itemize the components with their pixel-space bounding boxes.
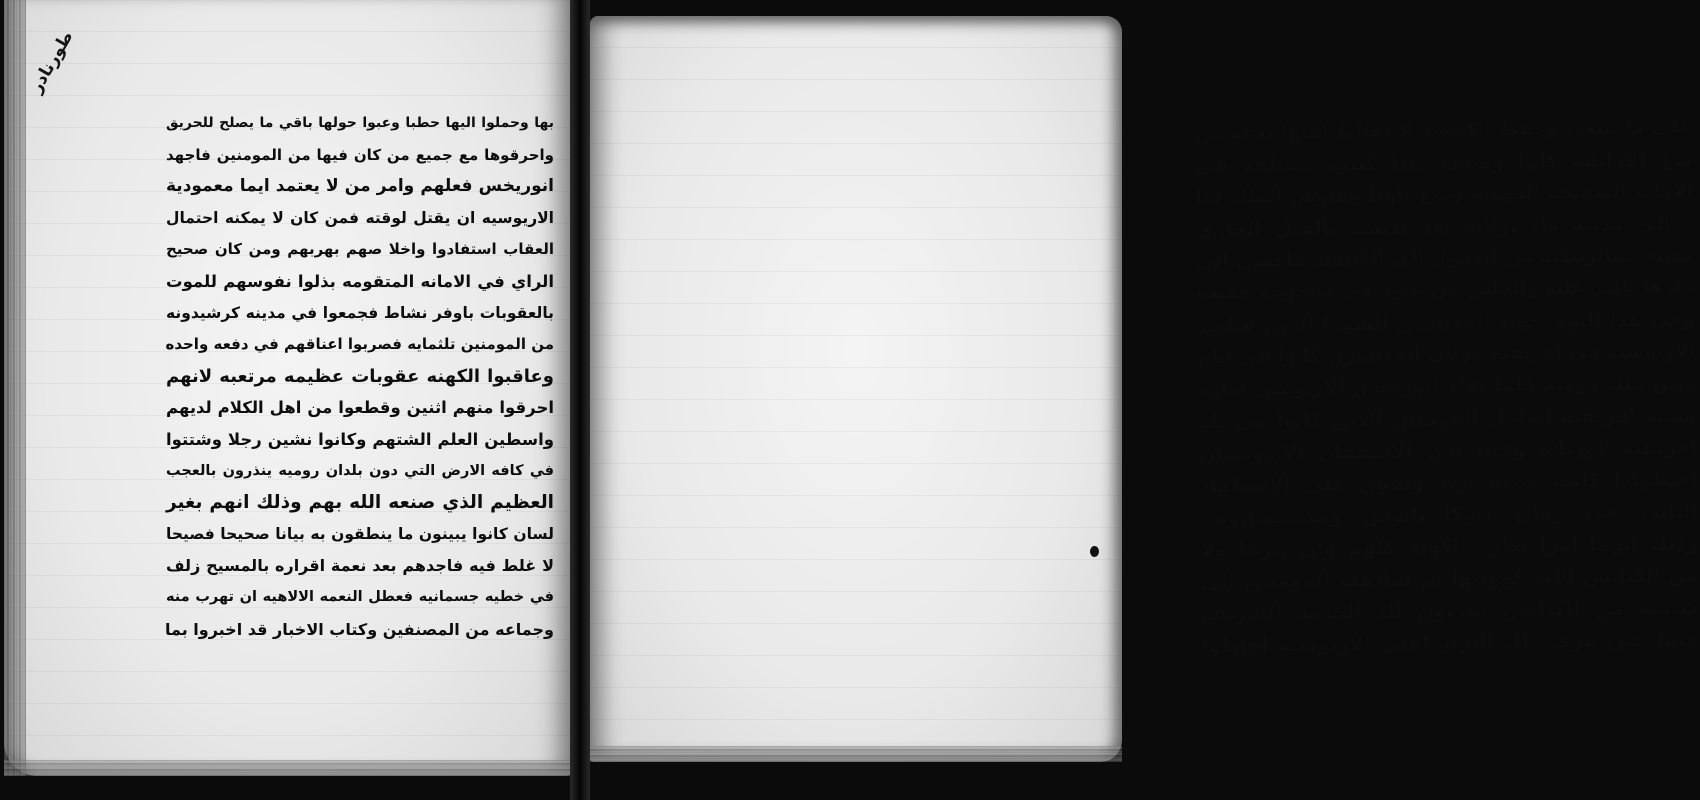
text-line: افريقيه كوزيلاه وقليا نذي الاسقفان الاريوسيان bbox=[1198, 434, 1697, 466]
text-line: الراي في الامانه المتقومه بذلوا نفوسهم للموت bbox=[166, 271, 554, 291]
text-line: العقاب استفادوا واخلا صهم بهربهم ومن كان صحيح bbox=[166, 240, 554, 259]
text-line: لا غلط فيه فاجدهم بعد نعمة اقراره بالمسيح زلف bbox=[166, 556, 554, 576]
left-page bbox=[4, 0, 572, 776]
text-line: العظيم الذي صنعه الله بهم وذلك انهم بغير bbox=[166, 492, 554, 514]
text-line: بالعقوبات باوفر نشاط فجمعوا في مدينه كرشيدونه bbox=[166, 303, 554, 322]
text-line: الثاني في زمان ديوكليتيانوس ومكسيميانوس bbox=[1199, 498, 1698, 530]
text-line: زينن ملك روميه فلما تقلد انوريخس الاريوسي امارة bbox=[1197, 370, 1696, 401]
text-line: احرقوا منهم اثنين وقطعوا من اهل الكلام لديهم bbox=[166, 398, 554, 418]
text-line: مدينه افريقيه اشاعل المومنين الذين كانوا في بلد bbox=[1198, 402, 1697, 434]
margin-note: طورنادر bbox=[26, 27, 78, 97]
text-line: وذلك انهما امرا بطرد الكهنه كلهم وان ينزعا ولا bbox=[1199, 530, 1699, 562]
text-line: ذكرها تاشر عليه والخلص من عنوه في شيخوخه حميده bbox=[1196, 275, 1695, 304]
text-line: على ما ينبغي وحفظ الكنيسه لا تخالط اهلها بدعه من bbox=[1194, 115, 1693, 145]
page-edge bbox=[590, 746, 1122, 762]
right-page bbox=[590, 16, 1700, 762]
text-line: بها وحملوا اليها حطبا وعبوا حولها باقي ما يصلح للحريق bbox=[166, 115, 554, 131]
text-line: د الى مدينه ماذ يولانه بعد تدنسه بالقتل الجاري bbox=[1195, 210, 1694, 242]
text-line: في خطيه جسمانيه فعطل النعمه الالاهيه ان تهرب منه bbox=[166, 588, 554, 605]
text-line: اضطهادا كانت شدته تزيد وتفوق على الاضطهاد bbox=[1198, 466, 1698, 498]
text-line: وفي هذا اليوم جهاد القديسين الشهدا الذين قتلهم bbox=[1196, 306, 1696, 338]
text-line: الامانه الصحيحه المهذبه ومنع ناوظوشيوس الملك لما bbox=[1194, 179, 1694, 209]
left-page-text bbox=[166, 108, 554, 645]
book-spine bbox=[570, 0, 590, 800]
text-line: بدع الاراتقه كلها وصنف كتبا كثيره مختلفه في bbox=[1194, 146, 1693, 178]
text-line: انوريخس فعلهم وامر من لا يعتمد ايما معمودية bbox=[166, 176, 554, 197]
text-line: كنيسه من الكنايس يقربون لله الخدمه الشريفه bbox=[1200, 594, 1700, 626]
text-line: في كافه الارض التي دون بلدان روميه ينذرون بالعجب bbox=[166, 462, 554, 479]
text-line: واحرقوها مع جميع من كان فيها من المومنين فاجهد bbox=[166, 145, 554, 164]
text-line: وعاقبوا الكهنه عقوبات عظيمه مرتعبه لانهم bbox=[166, 365, 554, 387]
page-edge bbox=[4, 0, 26, 776]
text-line: فيها حين عرف ذلك البربر اعني الاريوسيه احاطوا bbox=[1201, 626, 1700, 658]
right-page-text bbox=[1194, 111, 1700, 662]
text-line: لسان كانوا يبينون ما ينطقون به بيانا صحيحا فصيحا bbox=[166, 524, 554, 543]
text-line: من الكنايس الاث كهونتها ثم لماذهب المومنين الى bbox=[1200, 562, 1699, 594]
ink-stain bbox=[1090, 546, 1099, 557]
text-line: واسطين العلم الشتهم وكانوا نشين رجلا وشتتوا bbox=[166, 429, 554, 449]
text-line: الاريوسيه ان يقتل لوقته فمن كان لا يمكنه احتمال bbox=[166, 208, 554, 227]
text-line: وجماعه من المصنفين وكتاب الاخبار قد اخبروا بما bbox=[164, 619, 554, 639]
text-line: من المومنين تلثمايه فصربوا اعناقهم في دفعه واحده bbox=[165, 335, 554, 354]
text-line: الاريوسيه في افريقيه هولاي القديسون كانوا في ايام bbox=[1197, 339, 1696, 369]
page-edge bbox=[4, 760, 572, 776]
text-line: مدينه تسالونيكيه من الدخول الى الكنيسه فافضي الى bbox=[1195, 243, 1695, 273]
